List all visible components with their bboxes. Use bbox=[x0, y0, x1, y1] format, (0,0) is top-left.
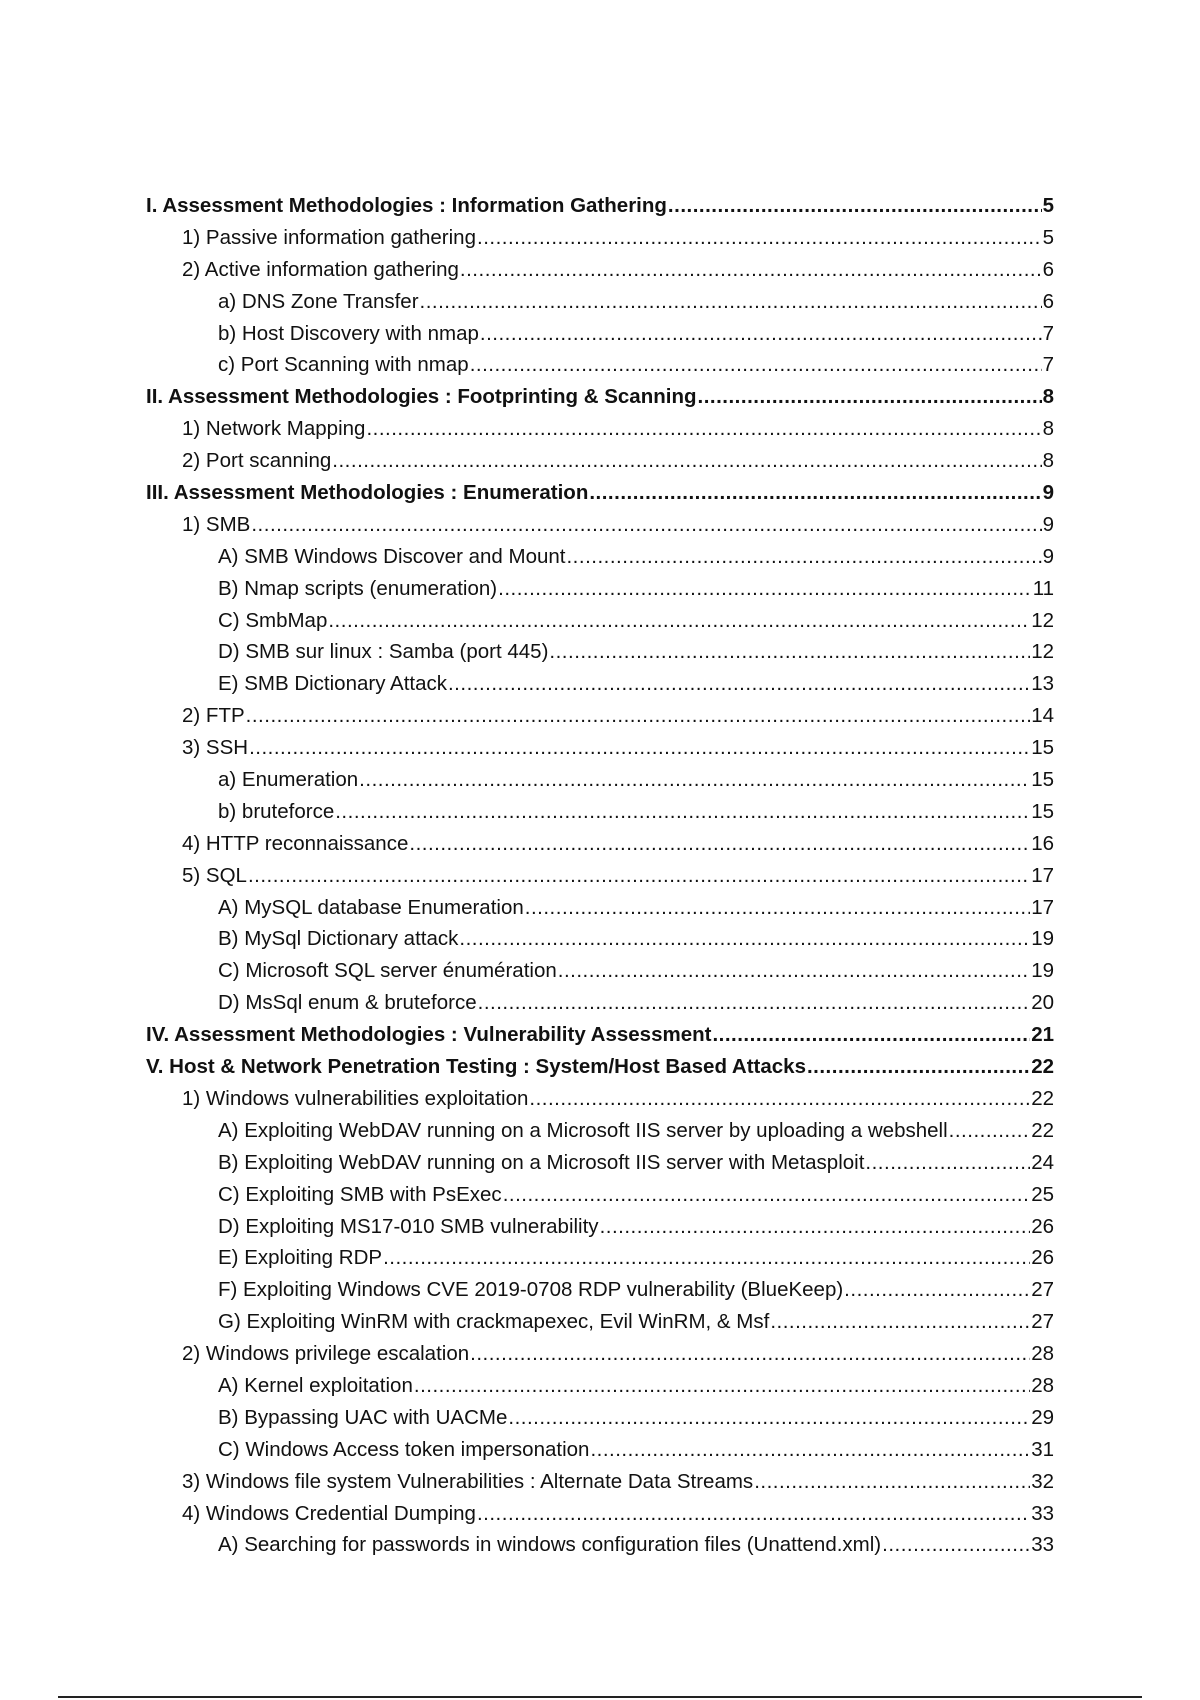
toc-dot-leader bbox=[498, 573, 1032, 605]
toc-entry-title: A) Kernel exploitation bbox=[218, 1373, 413, 1397]
toc-dot-leader bbox=[712, 1019, 1030, 1051]
toc-entry[interactable] bbox=[146, 190, 1054, 222]
toc-page-number: 8 bbox=[1042, 385, 1054, 409]
toc-entry-title: b) Host Discovery with nmap bbox=[218, 321, 479, 345]
toc-entry[interactable] bbox=[146, 1529, 1054, 1561]
toc-dot-leader bbox=[246, 700, 1031, 732]
toc-page-number: 12 bbox=[1031, 608, 1054, 632]
toc-dot-leader bbox=[566, 541, 1041, 573]
toc-entry-title: 2) Active information gathering bbox=[182, 257, 459, 281]
toc-page-number: 15 bbox=[1031, 799, 1054, 823]
toc-dot-leader bbox=[590, 1434, 1030, 1466]
toc-dot-leader bbox=[480, 318, 1042, 350]
toc-entry-title: 3) Windows file system Vulnerabilities : Alternate Data Streams bbox=[182, 1469, 754, 1493]
toc-page-number: 33 bbox=[1031, 1533, 1054, 1557]
toc-page-number: 24 bbox=[1031, 1150, 1054, 1174]
toc-entry[interactable] bbox=[146, 955, 1054, 987]
toc-entry-title: 3) SSH bbox=[182, 736, 249, 760]
toc-entry[interactable] bbox=[146, 254, 1054, 286]
toc-entry[interactable] bbox=[146, 636, 1054, 668]
toc-entry-title: II. Assessment Methodologies : Footprinting & Scanning bbox=[146, 385, 697, 409]
toc-entry[interactable] bbox=[146, 1019, 1054, 1051]
toc-page-number: 15 bbox=[1031, 768, 1054, 792]
toc-dot-leader bbox=[359, 764, 1030, 796]
toc-entry[interactable] bbox=[146, 413, 1054, 445]
toc-entry-title: A) SMB Windows Discover and Mount bbox=[218, 544, 566, 568]
toc-dot-leader bbox=[477, 222, 1042, 254]
toc-dot-leader bbox=[470, 1338, 1030, 1370]
toc-dot-leader bbox=[328, 605, 1030, 637]
toc-entry-title: 2) Windows privilege escalation bbox=[182, 1342, 470, 1366]
toc-entry[interactable] bbox=[146, 700, 1054, 732]
toc-dot-leader bbox=[477, 1498, 1030, 1530]
toc-page-number: 19 bbox=[1031, 927, 1054, 951]
toc-entry-title: 1) Windows vulnerabilities exploitation bbox=[182, 1086, 529, 1110]
toc-page-number: 8 bbox=[1042, 417, 1054, 441]
toc-entry-title: A) Searching for passwords in windows configuration files (Unattend.xml) bbox=[218, 1533, 882, 1557]
toc-entry-title: 2) FTP bbox=[182, 704, 245, 728]
toc-entry-title: E) Exploiting RDP bbox=[218, 1246, 383, 1270]
toc-entry-title: 4) Windows Credential Dumping bbox=[182, 1501, 476, 1525]
toc-dot-leader bbox=[558, 955, 1030, 987]
toc-entry-title: V. Host & Network Penetration Testing : System/Host Based Attacks bbox=[146, 1055, 806, 1079]
toc-entry[interactable] bbox=[146, 1211, 1054, 1243]
toc-dot-leader bbox=[668, 190, 1042, 222]
toc-page-number: 9 bbox=[1042, 512, 1054, 536]
toc-entry[interactable] bbox=[146, 286, 1054, 318]
toc-entry[interactable] bbox=[146, 860, 1054, 892]
toc-entry[interactable] bbox=[146, 509, 1054, 541]
toc-entry[interactable] bbox=[146, 1402, 1054, 1434]
toc-entry-title: D) MsSql enum & bruteforce bbox=[218, 991, 477, 1015]
toc-entry-title: C) SmbMap bbox=[218, 608, 328, 632]
toc-dot-leader bbox=[335, 796, 1030, 828]
toc-page-number: 21 bbox=[1031, 1023, 1054, 1047]
toc-page-number: 17 bbox=[1031, 895, 1054, 919]
toc-dot-leader bbox=[383, 1242, 1030, 1274]
toc-entry-title: E) SMB Dictionary Attack bbox=[218, 672, 447, 696]
toc-dot-leader bbox=[249, 732, 1030, 764]
toc-page-number: 28 bbox=[1031, 1373, 1054, 1397]
toc-entry[interactable] bbox=[146, 796, 1054, 828]
toc-entry-title: D) SMB sur linux : Samba (port 445) bbox=[218, 640, 549, 664]
toc-page-number: 13 bbox=[1031, 672, 1054, 696]
toc-page-number: 16 bbox=[1031, 831, 1054, 855]
toc-entry[interactable] bbox=[146, 1083, 1054, 1115]
toc-entry[interactable] bbox=[146, 318, 1054, 350]
toc-entry-title: 1) SMB bbox=[182, 512, 251, 536]
toc-entry-title: B) MySql Dictionary attack bbox=[218, 927, 459, 951]
toc-entry[interactable] bbox=[146, 1466, 1054, 1498]
toc-dot-leader bbox=[478, 987, 1031, 1019]
toc-entry[interactable] bbox=[146, 987, 1054, 1019]
toc-entry[interactable] bbox=[146, 477, 1054, 509]
toc-dot-leader bbox=[420, 286, 1042, 318]
toc-page-number: 28 bbox=[1031, 1342, 1054, 1366]
toc-dot-leader bbox=[503, 1179, 1031, 1211]
toc-entry[interactable] bbox=[146, 573, 1054, 605]
toc-dot-leader bbox=[754, 1466, 1030, 1498]
toc-entry[interactable] bbox=[146, 445, 1054, 477]
toc-entry-title: a) DNS Zone Transfer bbox=[218, 289, 419, 313]
toc-entry[interactable] bbox=[146, 892, 1054, 924]
toc-page-number: 33 bbox=[1031, 1501, 1054, 1525]
toc-entry-title: 1) Network Mapping bbox=[182, 417, 366, 441]
toc-entry-title: c) Port Scanning with nmap bbox=[218, 353, 469, 377]
toc-entry-title: 4) HTTP reconnaissance bbox=[182, 831, 409, 855]
toc-page-number: 27 bbox=[1031, 1310, 1054, 1334]
toc-entry-title: D) Exploiting MS17-010 SMB vulnerability bbox=[218, 1214, 599, 1238]
toc-dot-leader bbox=[248, 860, 1030, 892]
toc-page-number: 9 bbox=[1042, 544, 1054, 568]
toc-dot-leader bbox=[770, 1306, 1030, 1338]
toc-entry[interactable] bbox=[146, 668, 1054, 700]
toc-page-number: 7 bbox=[1042, 321, 1054, 345]
toc-entry[interactable] bbox=[146, 541, 1054, 573]
toc-entry[interactable] bbox=[146, 1147, 1054, 1179]
toc-dot-leader bbox=[414, 1370, 1030, 1402]
toc-entry-title: C) Microsoft SQL server énumération bbox=[218, 959, 557, 983]
toc-dot-leader bbox=[460, 254, 1042, 286]
toc-entry-title: 2) Port scanning bbox=[182, 449, 332, 473]
toc-page-number: 6 bbox=[1042, 289, 1054, 313]
toc-dot-leader bbox=[949, 1115, 1031, 1147]
toc-dot-leader bbox=[409, 828, 1030, 860]
toc-entry[interactable] bbox=[146, 381, 1054, 413]
toc-dot-leader bbox=[865, 1147, 1030, 1179]
toc-dot-leader bbox=[508, 1402, 1030, 1434]
toc-entry[interactable] bbox=[146, 349, 1054, 381]
toc-dot-leader bbox=[549, 636, 1030, 668]
toc-entry[interactable] bbox=[146, 1274, 1054, 1306]
toc-page-number: 27 bbox=[1031, 1278, 1054, 1302]
toc-dot-leader bbox=[448, 668, 1030, 700]
toc-entry-title: a) Enumeration bbox=[218, 768, 359, 792]
toc-page-number: 22 bbox=[1031, 1055, 1054, 1079]
toc-entry[interactable] bbox=[146, 923, 1054, 955]
toc-page-number: 22 bbox=[1031, 1118, 1054, 1142]
toc-page-number: 25 bbox=[1031, 1182, 1054, 1206]
toc-dot-leader bbox=[470, 349, 1042, 381]
toc-entry-title: B) Exploiting WebDAV running on a Microsoft IIS server with Metasploit bbox=[218, 1150, 865, 1174]
toc-dot-leader bbox=[589, 477, 1041, 509]
toc-entry-title: 5) SQL bbox=[182, 863, 247, 887]
toc-page-number: 20 bbox=[1031, 991, 1054, 1015]
toc-entry-title: A) MySQL database Enumeration bbox=[218, 895, 524, 919]
toc-dot-leader bbox=[600, 1211, 1031, 1243]
toc-entry-title: B) Nmap scripts (enumeration) bbox=[218, 576, 498, 600]
toc-page-number: 8 bbox=[1042, 449, 1054, 473]
toc-entry[interactable] bbox=[146, 1338, 1054, 1370]
toc-page-number: 26 bbox=[1031, 1246, 1054, 1270]
toc-dot-leader bbox=[332, 445, 1041, 477]
toc-page-number: 7 bbox=[1042, 353, 1054, 377]
toc-entry[interactable] bbox=[146, 1242, 1054, 1274]
toc-entry[interactable] bbox=[146, 1498, 1054, 1530]
toc-dot-leader bbox=[525, 892, 1030, 924]
toc-entry-title: b) bruteforce bbox=[218, 799, 335, 823]
toc-dot-leader bbox=[251, 509, 1041, 541]
toc-entry-title: B) Bypassing UAC with UACMe bbox=[218, 1405, 508, 1429]
toc-page-number: 5 bbox=[1042, 225, 1054, 249]
toc-page-number: 31 bbox=[1031, 1437, 1054, 1461]
toc-page-number: 11 bbox=[1032, 576, 1054, 600]
toc-page-number: 29 bbox=[1031, 1405, 1054, 1429]
toc-page-number: 6 bbox=[1042, 257, 1054, 281]
toc-entry-title: C) Exploiting SMB with PsExec bbox=[218, 1182, 502, 1206]
toc-entry[interactable] bbox=[146, 1051, 1054, 1083]
toc-entry[interactable] bbox=[146, 605, 1054, 637]
toc-entry-title: I. Assessment Methodologies : Information Gathering bbox=[146, 194, 667, 217]
toc-dot-leader bbox=[529, 1083, 1030, 1115]
toc-page-number: 26 bbox=[1031, 1214, 1054, 1238]
toc-dot-leader bbox=[459, 923, 1030, 955]
toc-entry-title: 1) Passive information gathering bbox=[182, 225, 476, 249]
toc-dot-leader bbox=[882, 1529, 1030, 1561]
toc-entry[interactable] bbox=[146, 1115, 1054, 1147]
toc-page-number: 5 bbox=[1042, 194, 1054, 217]
footer-divider bbox=[58, 1696, 1142, 1698]
toc-entry[interactable] bbox=[146, 1179, 1054, 1211]
toc-entry[interactable] bbox=[146, 828, 1054, 860]
toc-page-number: 12 bbox=[1031, 640, 1054, 664]
toc-dot-leader bbox=[698, 381, 1042, 413]
toc-entry[interactable] bbox=[146, 222, 1054, 254]
toc-page-number: 15 bbox=[1031, 736, 1054, 760]
toc-entry-title: F) Exploiting Windows CVE 2019-0708 RDP vulnerability (BlueKeep) bbox=[218, 1278, 844, 1302]
toc-entry-title: IV. Assessment Methodologies : Vulnerability Assessment bbox=[146, 1023, 712, 1047]
toc-entry[interactable] bbox=[146, 1306, 1054, 1338]
toc-entry[interactable] bbox=[146, 1370, 1054, 1402]
table-of-contents bbox=[146, 190, 1054, 1561]
toc-entry[interactable] bbox=[146, 732, 1054, 764]
toc-page-number: 9 bbox=[1042, 481, 1054, 505]
toc-entry-title: III. Assessment Methodologies : Enumeration bbox=[146, 481, 589, 505]
toc-entry[interactable] bbox=[146, 764, 1054, 796]
toc-page-number: 32 bbox=[1031, 1469, 1054, 1493]
toc-entry-title: A) Exploiting WebDAV running on a Microsoft IIS server by uploading a webshell bbox=[218, 1118, 948, 1142]
toc-page-number: 14 bbox=[1031, 704, 1054, 728]
toc-page-number: 22 bbox=[1031, 1086, 1054, 1110]
toc-dot-leader bbox=[807, 1051, 1030, 1083]
toc-page-number: 17 bbox=[1031, 863, 1054, 887]
toc-dot-leader bbox=[366, 413, 1041, 445]
toc-entry-title: G) Exploiting WinRM with crackmapexec, Evil WinRM, & Msf bbox=[218, 1310, 770, 1334]
toc-entry[interactable] bbox=[146, 1434, 1054, 1466]
toc-entry-title: C) Windows Access token impersonation bbox=[218, 1437, 590, 1461]
toc-page-number: 19 bbox=[1031, 959, 1054, 983]
toc-dot-leader bbox=[844, 1274, 1030, 1306]
